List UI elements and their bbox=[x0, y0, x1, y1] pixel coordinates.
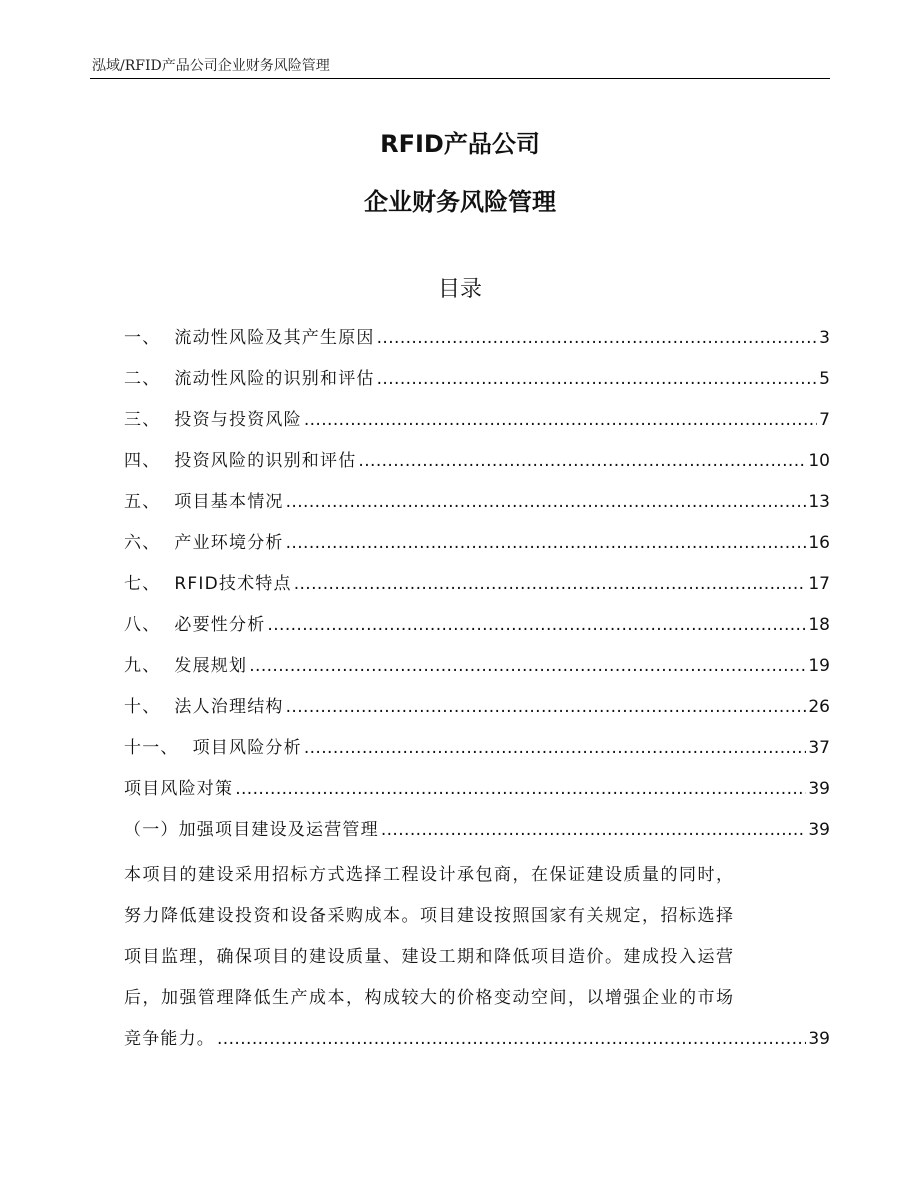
toc-entry-number: 八、 bbox=[124, 615, 161, 635]
toc-leader-dots bbox=[381, 814, 807, 846]
toc-entry[interactable] bbox=[124, 363, 830, 404]
toc-entry-label: （一）加强项目建设及运营管理 bbox=[124, 820, 379, 840]
toc-entry-label: 产业环境分析 bbox=[174, 533, 284, 553]
toc-entry[interactable] bbox=[124, 486, 830, 527]
toc-leader-dots bbox=[286, 691, 807, 723]
toc-entry-page: 26 bbox=[808, 697, 830, 717]
toc-entry-label: 流动性风险及其产生原因 bbox=[174, 328, 375, 348]
toc-heading: 目录 bbox=[437, 277, 482, 302]
toc-leader-dots bbox=[377, 322, 818, 354]
toc-entry-number: 九、 bbox=[124, 656, 161, 676]
toc-entry-label: 发展规划 bbox=[174, 656, 248, 676]
toc-entry-page: 39 bbox=[808, 820, 830, 840]
document-title-line1: RFID产品公司 bbox=[380, 130, 540, 158]
toc-long-entry-line: 项目监理，确保项目的建设质量、建设工期和降低项目造价。建成投入运营 bbox=[124, 947, 735, 967]
toc-entry-number: 十、 bbox=[124, 697, 161, 717]
toc-entry-number: 七、 bbox=[124, 574, 161, 594]
toc-long-entry[interactable] bbox=[124, 855, 830, 1060]
toc-entry-page: 19 bbox=[808, 656, 830, 676]
toc-entry-page: 16 bbox=[808, 533, 830, 553]
toc-entry[interactable] bbox=[124, 527, 830, 568]
header-rule bbox=[90, 78, 830, 79]
toc-leader-dots bbox=[294, 568, 807, 600]
toc-entry-page: 10 bbox=[808, 451, 830, 471]
toc-entry-number: 五、 bbox=[124, 492, 161, 512]
toc-entry-label: 投资风险的识别和评估 bbox=[174, 451, 357, 471]
toc-leader-dots bbox=[358, 445, 806, 477]
toc-entry-page: 5 bbox=[819, 369, 830, 389]
toc-entry[interactable] bbox=[124, 691, 830, 732]
toc-entry-page: 18 bbox=[808, 615, 830, 635]
toc-long-entry-last-line: 竞争能力。 bbox=[124, 1029, 215, 1049]
toc-entry-number: 二、 bbox=[124, 369, 161, 389]
toc-leader-dots bbox=[249, 650, 806, 682]
toc-leader-dots bbox=[304, 404, 817, 436]
toc-entry[interactable] bbox=[124, 568, 830, 609]
toc-entry-number: 四、 bbox=[124, 451, 161, 471]
toc-leader-dots bbox=[286, 486, 807, 518]
toc-entry-label: 项目风险分析 bbox=[192, 738, 302, 758]
toc-entry-page: 39 bbox=[808, 1029, 830, 1049]
toc-entry-label: 投资与投资风险 bbox=[174, 410, 302, 430]
toc-entry[interactable] bbox=[124, 773, 830, 814]
toc-entry-label: 流动性风险的识别和评估 bbox=[174, 369, 375, 389]
toc-entry[interactable] bbox=[124, 732, 830, 773]
toc-entry-label: 项目基本情况 bbox=[174, 492, 284, 512]
toc-entry-number: 十一、 bbox=[124, 738, 179, 758]
toc-entry-number: 三、 bbox=[124, 410, 161, 430]
toc-leader-dots bbox=[217, 1019, 806, 1060]
toc-entry-number: 一、 bbox=[124, 328, 161, 348]
toc-long-entry-line: 努力降低建设投资和设备采购成本。项目建设按照国家有关规定，招标选择 bbox=[124, 906, 735, 926]
table-of-contents bbox=[124, 322, 830, 1060]
toc-entry[interactable] bbox=[124, 445, 830, 486]
toc-entry-number: 六、 bbox=[124, 533, 161, 553]
document-title-line2: 企业财务风险管理 bbox=[364, 188, 556, 216]
toc-leader-dots bbox=[286, 527, 807, 559]
toc-entry-page: 39 bbox=[808, 779, 830, 799]
toc-long-entry-line: 本项目的建设采用招标方式选择工程设计承包商，在保证建设质量的同时， bbox=[124, 865, 735, 885]
toc-long-entry-line: 后，加强管理降低生产成本，构成较大的价格变动空间，以增强企业的市场 bbox=[124, 988, 735, 1008]
toc-entry-label: RFID技术特点 bbox=[174, 574, 292, 594]
toc-leader-dots bbox=[304, 732, 807, 764]
toc-entry-label: 项目风险对策 bbox=[124, 779, 234, 799]
toc-entry[interactable] bbox=[124, 814, 830, 855]
toc-leader-dots bbox=[377, 363, 818, 395]
toc-entry[interactable] bbox=[124, 609, 830, 650]
toc-entry-page: 13 bbox=[808, 492, 830, 512]
toc-entry-page: 7 bbox=[819, 410, 830, 430]
toc-entry-label: 法人治理结构 bbox=[174, 697, 284, 717]
toc-leader-dots bbox=[235, 773, 806, 805]
toc-entry[interactable] bbox=[124, 650, 830, 691]
toc-entry-page: 3 bbox=[819, 328, 830, 348]
toc-entry[interactable] bbox=[124, 404, 830, 445]
toc-leader-dots bbox=[267, 609, 806, 641]
toc-entry-page: 37 bbox=[808, 738, 830, 758]
toc-entry-label: 必要性分析 bbox=[174, 615, 266, 635]
toc-entry[interactable] bbox=[124, 322, 830, 363]
running-header: 泓域/RFID产品公司企业财务风险管理 bbox=[92, 58, 330, 74]
toc-entry-page: 17 bbox=[808, 574, 830, 594]
